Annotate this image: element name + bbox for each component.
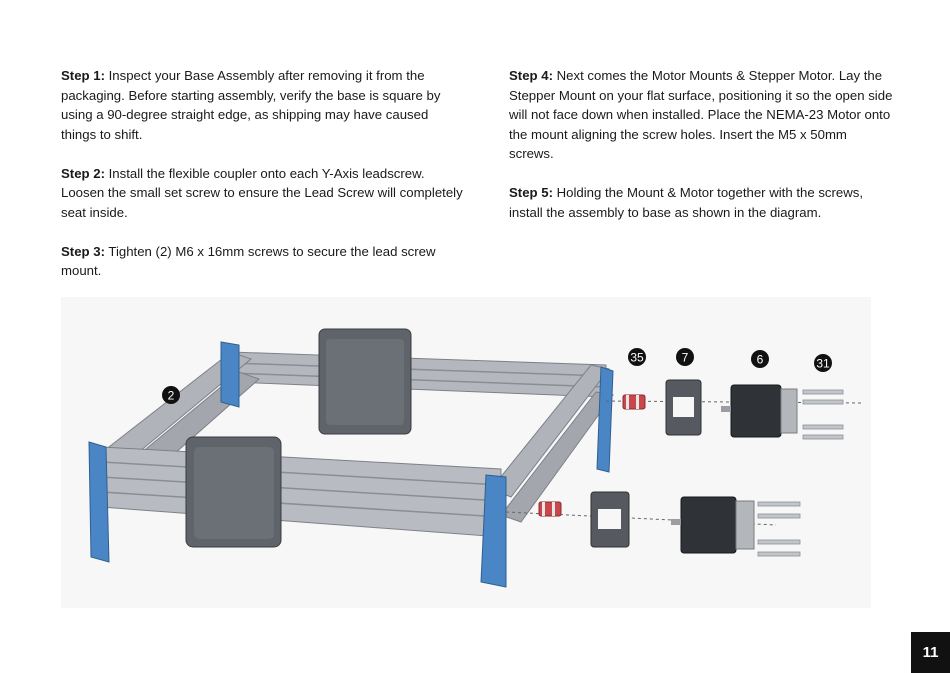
page-number: 11 <box>911 632 950 673</box>
callout-2 <box>162 386 180 404</box>
step-5 <box>509 183 894 222</box>
callout-31-label: 31 <box>816 356 830 371</box>
assembly-diagram <box>61 297 871 608</box>
step-5-text: Holding the Mount & Motor together with the screws, install the assembly to base as shown in the diagram. <box>509 185 864 220</box>
callout-6 <box>751 350 769 368</box>
left-column <box>61 66 466 300</box>
callout-6-label: 6 <box>756 352 764 367</box>
callout-35 <box>628 348 646 366</box>
upper-stepper-motor <box>731 385 781 437</box>
lower-m5-screw <box>758 502 800 506</box>
step-1-text: Inspect your Base Assembly after removing it from the packaging. Before starting assembly, verify the base is square by using a 90-degree straight edge, as shipping may have caused things to shift. <box>61 68 441 142</box>
step-3-text: Tighten (2) M6 x 16mm screws to secure the lead screw mount. <box>61 243 436 278</box>
callout-7 <box>676 348 694 366</box>
upper-m5-screw <box>803 390 843 394</box>
step-5-label: Step 5: <box>509 185 553 200</box>
step-2-text: Install the flexible coupler onto each Y-Axis leadscrew. Loosen the small set screw to ensure the Lead Screw will completely seat inside. <box>61 165 463 220</box>
step-4-label: Step 4: <box>509 68 553 83</box>
assembly-illustration <box>61 297 871 608</box>
callout-7-label: 7 <box>681 350 689 365</box>
lower-stepper-motor <box>681 497 736 553</box>
step-2-label: Step 2: <box>61 165 105 181</box>
back-left-bracket <box>221 342 239 407</box>
step-1 <box>61 66 466 144</box>
front-rail <box>101 447 501 537</box>
callout-2-label: 2 <box>167 388 175 403</box>
callout-31 <box>814 354 832 372</box>
front-left-bracket <box>89 442 109 562</box>
right-column <box>509 66 894 242</box>
step-2 <box>61 164 466 223</box>
step-3 <box>61 242 466 281</box>
front-right-bracket <box>481 475 506 587</box>
step-4 <box>509 66 894 164</box>
callout-35-label: 35 <box>630 350 644 365</box>
step-4-text: Next comes the Motor Mounts & Stepper Motor. Lay the Stepper Mount on your flat surface, positioning it so the open side will not face down when installed. Place the NEMA-23 Motor onto the mount aligning the screw holes. Insert the M5 x 50mm screws. <box>509 68 893 161</box>
step-1-label: Step 1: <box>61 68 105 83</box>
step-3-label: Step 3: <box>61 243 105 259</box>
